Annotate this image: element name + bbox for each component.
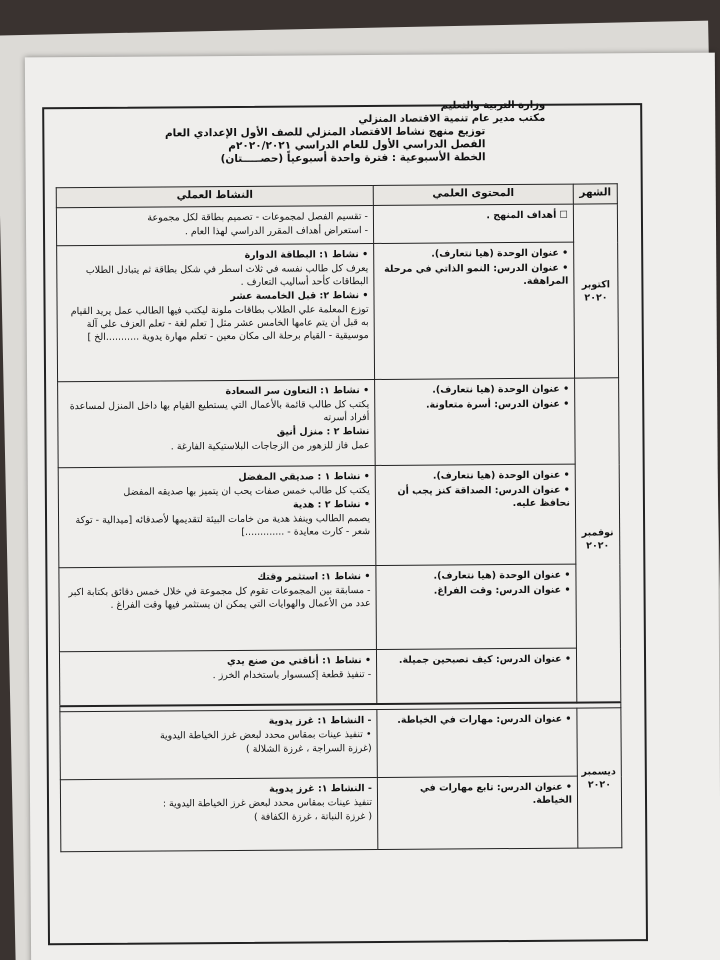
document-header <box>125 99 545 167</box>
weekly-plan-line: الخطة الأسبوعية : فترة واحدة أسبوعياً (حصـــــتان) <box>220 151 486 166</box>
science-cell: • عنوان الوحدة (هيا نتعارف). • عنوان الدرس: الصداقة كنز يجب أن نحافظ عليه. <box>375 464 576 565</box>
activity-cell: - النشاط ١: غرز يدوية تنفيذ عينات بمقاس محدد لبعض غرز الخياطة اليدوية : ( غرزة النباتة ، غرزة الكفافة ) <box>60 777 377 851</box>
checkbox-icon: ☐ <box>559 209 568 221</box>
table-row <box>57 242 619 382</box>
science-cell: • عنوان الدرس: تابع مهارات في الخياطة. <box>377 776 577 849</box>
document-page <box>25 53 720 960</box>
curriculum-table <box>56 183 623 852</box>
table-row <box>58 378 620 468</box>
science-cell: • عنوان الوحدة (هيا نتعارف). • عنوان الدرس: النمو الذاتي في مرحلة المراهقة. <box>374 242 575 379</box>
science-cell: • عنوان الدرس: مهارات في الخياطة. <box>377 708 577 777</box>
activity-cell: • نشاط ١: التعاون سر السعادة يكتب كل طالب قائمة بالأعمال التي يستطيع القيام بها داخل المنزل لمساعدة أفراد أسرته نشاط ٢ : منزل أنيق عمل فاز للزهور من الزجاجات البلاستيكية الفارغة . <box>58 379 376 467</box>
science-cell: • عنوان الوحدة (هيا نتعارف). • عنوان الدرس: أسرة متعاونة. <box>375 378 576 465</box>
month-december: ديسمبر ٢٠٢٠ <box>577 708 622 848</box>
month-october: اكتوبر ٢٠٢٠ <box>573 204 618 378</box>
header-activity: النشاط العملي <box>56 185 373 207</box>
table-row <box>60 776 621 852</box>
table-row <box>59 564 621 652</box>
activity-cell: - تقسيم الفصل لمجموعات - تصميم بطاقة لكل مجموعة - استعراض أهداف المقرر الدراسي لهذا العام . <box>56 205 373 245</box>
month-november: نوفمبر ٢٠٢٠ <box>575 378 621 702</box>
activity-cell: • نشاط ١: البطاقة الدوارة يعرف كل طالب نفسه في ثلاث اسطر في شكل بطاقة ثم يتبادل الطلاب البطاقات كأحد أساليب التعارف . • نشاط ٢: قبل الخامسة عشر توزع المعلمة علي الطلاب بطاقات ملونة ليكتب فيها الطالب عمل يريد القيام به قبل أن يتم عامها الخامس عشر مثل [ تعلم لغة - تعلم العزف علي آلة موسيقية - القيام برحلة الى مكان معين - تعلم مهارة يدوية ...........الخ ] <box>57 243 375 381</box>
ministry-name: وزارة التربية والتعليم <box>440 99 546 112</box>
table-row <box>56 204 617 246</box>
science-cell: ☐أهداف المنهج . <box>373 204 573 243</box>
table-row <box>59 648 620 706</box>
science-cell: • عنوان الوحدة (هيا نتعارف). • عنوان الدرس: وقت الفراغ. <box>376 564 577 649</box>
header-month: الشهر <box>573 184 617 204</box>
science-cell: • عنوان الدرس: كيف تصبحين جميلة. <box>376 648 576 703</box>
activity-cell: • نشاط ١ : صديقي المفضل يكتب كل طالب خمس صفات يحب ان يتميز بها صديقه المفضل • نشاط ٢ : هدية يصمم الطالب وينفذ هدية من خامات البيئة لتقديمها لأصدقائه [ميدالية - توكة شعر - كارت معايدة - .............] <box>58 465 376 567</box>
activity-cell: • نشاط ١: استثمر وقتك - مسابقة بين المجموعات تقوم كل مجموعة في خلال خمس دقائق بكتابة اكبر عدد من الأعمال والهوايات التي يمكن ان يستثمر فيها وقت الفراغ . <box>59 565 377 651</box>
document-title: توزيع منهج نشاط الاقتصاد المنزلي للصف الأول الإعدادي العام <box>164 125 486 140</box>
activity-cell: • نشاط ١: أناقتي من صنع يدي - تنفيذ قطعة إكسسوار باستخدام الخرز . <box>59 649 376 705</box>
office-name: مكتب مدير عام تنمية الاقتصاد المنزلي <box>358 112 546 126</box>
header-science: المحتوى العلمي <box>373 184 573 205</box>
table-row <box>58 464 620 568</box>
table-row <box>60 708 621 780</box>
term-line: الفصل الدراسي الأول للعام الدراسي ٢٠٢٠/٢٠٢١م <box>228 138 486 153</box>
activity-cell: - النشاط ١: غرز يدوية • تنفيذ عينات بمقاس محدد لبعض غرز الخياطة اليدوية (غرزة السراجة ، غرزة الشلالة ) <box>60 709 377 779</box>
